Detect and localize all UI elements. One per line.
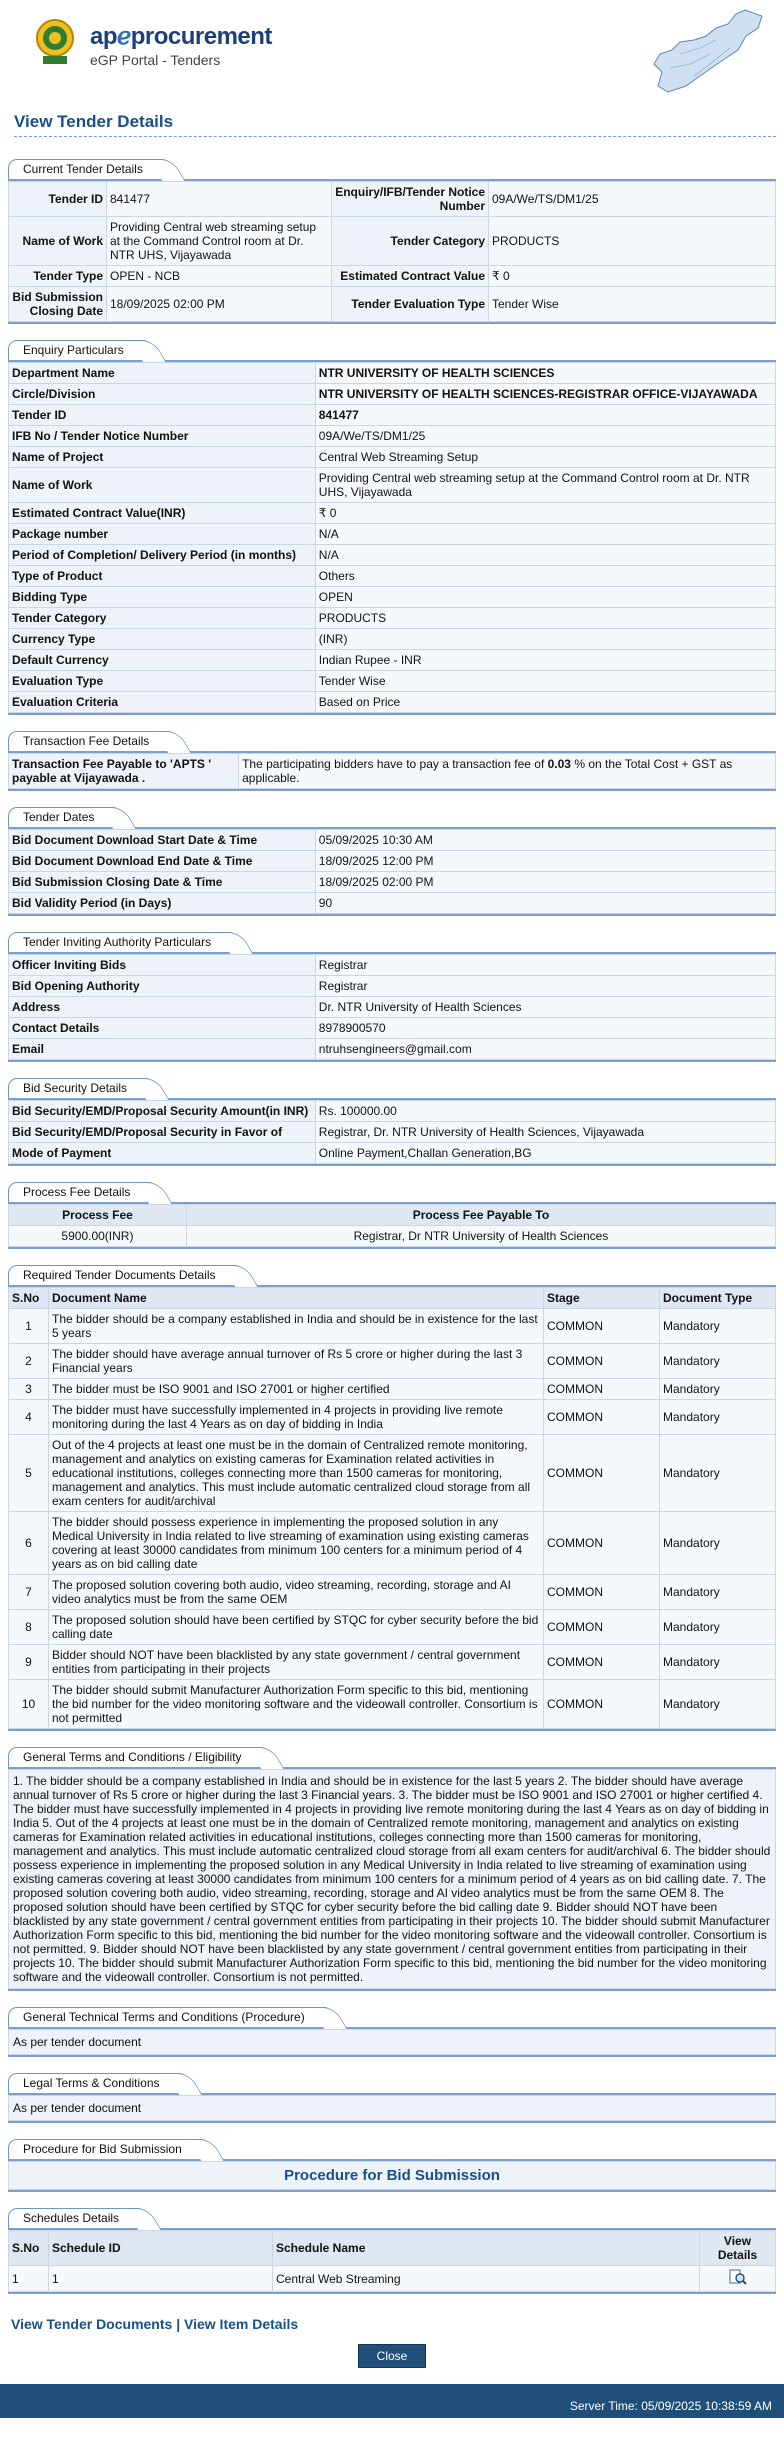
row-label: Evaluation Type — [9, 671, 316, 692]
category-label: Tender Category — [332, 217, 489, 266]
work-value: Providing Central web streaming setup at the Command Control room at Dr. NTR UHS, Vijayawada — [107, 217, 332, 266]
sched-id-header: Schedule ID — [49, 2231, 273, 2266]
doc-stage: COMMON — [544, 1344, 660, 1379]
brand-logo[interactable] — [90, 22, 272, 68]
row-value: Others — [315, 566, 775, 587]
kv-row — [9, 851, 776, 872]
doc-row — [9, 1400, 776, 1435]
procedure-section — [8, 2139, 776, 2192]
tab-process: Process Fee Details — [8, 1182, 153, 1202]
row-label: Name of Work — [9, 468, 316, 503]
current-tender-section — [8, 159, 776, 324]
transaction-table — [8, 753, 776, 789]
row-label: Type of Product — [9, 566, 316, 587]
doc-name: The bidder should have average annual turnover of Rs 5 crore or higher during the last 3 Financial years — [49, 1344, 544, 1379]
transaction-text: The participating bidders have to pay a transaction fee of 0.03 % on the Total Cost + GST as applicable. — [239, 754, 776, 789]
kv-row — [9, 955, 776, 976]
tab-technical-terms: General Technical Terms and Conditions (Procedure) — [8, 2007, 328, 2027]
tab-enquiry: Enquiry Particulars — [8, 340, 147, 360]
enquiry-table — [8, 362, 776, 713]
doc-n: 3 — [9, 1379, 49, 1400]
transaction-label: Transaction Fee Payable to 'APTS ' payable at Vijayawada . — [9, 754, 239, 789]
tab-legal-terms: Legal Terms & Conditions — [8, 2073, 183, 2093]
closing-label: Bid Submission Closing Date — [9, 287, 107, 322]
kv-row — [9, 893, 776, 914]
doc-n: 1 — [9, 1309, 49, 1344]
doc-type: Mandatory — [660, 1435, 776, 1512]
row-label: Bid Security/EMD/Proposal Security in Favor of — [9, 1122, 316, 1143]
row-value: N/A — [315, 545, 775, 566]
doc-stage: COMMON — [544, 1610, 660, 1645]
doc-row — [9, 1344, 776, 1379]
row-label: Bid Submission Closing Date & Time — [9, 872, 316, 893]
row-value: Tender Wise — [315, 671, 775, 692]
security-section — [8, 1078, 776, 1166]
row-label: Currency Type — [9, 629, 316, 650]
ifb-value: 09A/We/TS/DM1/25 — [489, 182, 776, 217]
schedule-name: Central Web Streaming — [273, 2266, 700, 2292]
process-to-value: Registrar, Dr NTR University of Health Sciences — [186, 1226, 775, 1247]
docs-section — [8, 1265, 776, 1731]
doc-type: Mandatory — [660, 1400, 776, 1435]
doc-stage: COMMON — [544, 1512, 660, 1575]
doc-n: 8 — [9, 1610, 49, 1645]
kv-row — [9, 468, 776, 503]
closing-value: 18/09/2025 02:00 PM — [107, 287, 332, 322]
row-label: Package number — [9, 524, 316, 545]
dates-table — [8, 829, 776, 914]
andhra-pradesh-map-icon — [650, 6, 768, 96]
row-value: Registrar, Dr. NTR University of Health Sciences, Vijayawada — [315, 1122, 775, 1143]
type-label: Tender Type — [9, 266, 107, 287]
doc-type: Mandatory — [660, 1309, 776, 1344]
tab-authority: Tender Inviting Authority Particulars — [8, 932, 234, 952]
kv-row — [9, 363, 776, 384]
row-label: Tender ID — [9, 405, 316, 426]
row-value: Online Payment,Challan Generation,BG — [315, 1143, 775, 1164]
row-value: N/A — [315, 524, 775, 545]
row-value: 18/09/2025 02:00 PM — [315, 872, 775, 893]
procedure-link[interactable]: Procedure for Bid Submission — [8, 2161, 776, 2190]
process-section — [8, 1182, 776, 1249]
doc-stage: COMMON — [544, 1645, 660, 1680]
kv-row — [9, 872, 776, 893]
brand-subtitle: eGP Portal - Tenders — [90, 52, 221, 68]
row-value: Central Web Streaming Setup — [315, 447, 775, 468]
doc-name: The bidder should possess experience in implementing the proposed solution in any Medical University in India related to live streaming of examination using existing cameras covering at least 30000 candidates from minimum 100 centers for a minimum period of 4 years as on bid calling date — [49, 1512, 544, 1575]
kv-row — [9, 650, 776, 671]
site-header — [8, 0, 776, 100]
kv-row — [9, 426, 776, 447]
kv-row — [9, 503, 776, 524]
tab-procedure: Procedure for Bid Submission — [8, 2139, 205, 2159]
kv-row — [9, 545, 776, 566]
doc-type: Mandatory — [660, 1344, 776, 1379]
docs-name-header: Document Name — [49, 1288, 544, 1309]
row-value: NTR UNIVERSITY OF HEALTH SCIENCES — [315, 363, 775, 384]
kv-row — [9, 830, 776, 851]
row-label: Bid Document Download End Date & Time — [9, 851, 316, 872]
ap-emblem-icon — [35, 18, 75, 66]
doc-name: The bidder should be a company established in India and should be in existence for the last 5 years — [49, 1309, 544, 1344]
doc-row — [9, 1575, 776, 1610]
tab-security: Bid Security Details — [8, 1078, 150, 1098]
security-table — [8, 1100, 776, 1164]
doc-type: Mandatory — [660, 1680, 776, 1729]
doc-name: Bidder should NOT have been blacklisted by any state government / central government entities from participating in their projects — [49, 1645, 544, 1680]
kv-row — [9, 1018, 776, 1039]
eval-value: Tender Wise — [489, 287, 776, 322]
kv-row — [9, 447, 776, 468]
schedule-view[interactable] — [700, 2266, 776, 2292]
work-label: Name of Work — [9, 217, 107, 266]
row-value: ntruhsengineers@gmail.com — [315, 1039, 775, 1060]
general-terms-text: 1. The bidder should be a company established in India and should be in existence for the last 5 years 2. The bidder should have average annual turnover of Rs 5 crore or higher during the last 3 Financial years. 3. The bidder must be ISO 9001 and ISO 27001 or higher certified 4. The bidder must have successfully implemented in 4 projects in providing live remote monitoring during the last 4 Years as on day of bidding in India 5. Out of the 4 projects at least one must be in the domain of Centralized remote monitoring, management and analytics on existing cameras for Examination related activities in educational institutions, colleges connecting more than 1500 cameras for monitoring, management and analytics. This must include automatic centralized cloud storage from all exam centers for audit/archival 6. The bidder should possess experience in implementing the proposed solution in any Medical University in India related to live streaming of examination using existing cameras covering at least 30000 candidates from minimum 100 centers for a minimum period of 4 years as on bid calling date. 7. The proposed solution covering both audio, video streaming, recording, storage and AI video analytics must be from the same OEM 8. The proposed solution should have been certified by STQC for cyber security before the bid calling date 9. Bidder should NOT have been blacklisted by any state government / central government entities from participating in their projects 10. The bidder should submit Manufacturer Authorization Form specific to this bid, mentioning the bid number for the video monitoring software and the videowall controller. Consortium is not permitted. 9. Bidder should NOT have been blacklisted by any state government / central government entities from participating in their projects 10. The bidder should submit Manufacturer Authorization Form specific to this bid, mentioning the bid number for the video monitoring software and the videowall controller. Consortium is not permitted. — [8, 1769, 776, 1989]
kv-row — [9, 692, 776, 713]
doc-name: The proposed solution covering both audio, video streaming, recording, storage and AI video analytics must be from the same OEM — [49, 1575, 544, 1610]
row-label: Bid Validity Period (in Days) — [9, 893, 316, 914]
kv-row — [9, 1101, 776, 1122]
kv-row — [9, 524, 776, 545]
doc-n: 5 — [9, 1435, 49, 1512]
row-value: (INR) — [315, 629, 775, 650]
kv-row — [9, 1039, 776, 1060]
process-table — [8, 1204, 776, 1247]
doc-stage: COMMON — [544, 1435, 660, 1512]
doc-name: The bidder must be ISO 9001 and ISO 27001 or higher certified — [49, 1379, 544, 1400]
kv-row — [9, 405, 776, 426]
row-value: ₹ 0 — [315, 503, 775, 524]
authority-section — [8, 932, 776, 1062]
doc-row — [9, 1309, 776, 1344]
process-fee-header: Process Fee — [9, 1205, 187, 1226]
process-fee-value: 5900.00(INR) — [9, 1226, 187, 1247]
row-label: Circle/Division — [9, 384, 316, 405]
doc-type: Mandatory — [660, 1575, 776, 1610]
row-label: Bid Opening Authority — [9, 976, 316, 997]
row-label: Estimated Contract Value(INR) — [9, 503, 316, 524]
row-label: Bid Security/EMD/Proposal Security Amount(in INR) — [9, 1101, 316, 1122]
schedule-n: 1 — [9, 2266, 49, 2292]
kv-row — [9, 976, 776, 997]
kv-row — [9, 608, 776, 629]
tender-id-label: Tender ID — [9, 182, 107, 217]
legal-terms-section — [8, 2073, 776, 2123]
doc-type: Mandatory — [660, 1512, 776, 1575]
brand-rest: procurement — [130, 23, 272, 50]
row-value: Dr. NTR University of Health Sciences — [315, 997, 775, 1018]
technical-terms-section — [8, 2007, 776, 2057]
doc-name: The proposed solution should have been certified by STQC for cyber security before the bid calling date — [49, 1610, 544, 1645]
docs-table — [8, 1287, 776, 1729]
row-value: Registrar — [315, 955, 775, 976]
eval-label: Tender Evaluation Type — [332, 287, 489, 322]
ifb-label: Enquiry/IFB/Tender Notice Number — [332, 182, 489, 217]
row-label: Period of Completion/ Delivery Period (in months) — [9, 545, 316, 566]
row-label: Mode of Payment — [9, 1143, 316, 1164]
doc-type: Mandatory — [660, 1645, 776, 1680]
row-value: Rs. 100000.00 — [315, 1101, 775, 1122]
dates-section — [8, 807, 776, 916]
doc-type: Mandatory — [660, 1610, 776, 1645]
sched-name-header: Schedule Name — [273, 2231, 700, 2266]
row-label: Bidding Type — [9, 587, 316, 608]
doc-n: 7 — [9, 1575, 49, 1610]
schedule-id: 1 — [49, 2266, 273, 2292]
tab-docs: Required Tender Documents Details — [8, 1265, 239, 1285]
tender-id-value: 841477 — [107, 182, 332, 217]
bottom-links: View Tender Documents | View Item Details — [11, 2316, 299, 2332]
tab-general-terms: General Terms and Conditions / Eligibility — [8, 1747, 265, 1767]
doc-n: 4 — [9, 1400, 49, 1435]
row-label: Contact Details — [9, 1018, 316, 1039]
tab-current-tender: Current Tender Details — [8, 159, 166, 179]
schedules-table — [8, 2230, 776, 2292]
category-value: PRODUCTS — [489, 217, 776, 266]
row-value: 841477 — [315, 405, 775, 426]
doc-n: 2 — [9, 1344, 49, 1379]
row-label: Evaluation Criteria — [9, 692, 316, 713]
kv-row — [9, 629, 776, 650]
row-label: Default Currency — [9, 650, 316, 671]
ecv-label: Estimated Contract Value — [332, 266, 489, 287]
transaction-pct: 0.03 — [547, 757, 571, 771]
ecv-value: ₹ 0 — [489, 266, 776, 287]
transaction-section — [8, 731, 776, 791]
row-label: Officer Inviting Bids — [9, 955, 316, 976]
tab-schedules: Schedules Details — [8, 2208, 142, 2228]
row-value: NTR UNIVERSITY OF HEALTH SCIENCES-REGISTRAR OFFICE-VIJAYAWADA — [315, 384, 775, 405]
doc-row — [9, 1680, 776, 1729]
row-value: Indian Rupee - INR — [315, 650, 775, 671]
tab-dates: Tender Dates — [8, 807, 117, 827]
row-value: Registrar — [315, 976, 775, 997]
doc-type: Mandatory — [660, 1379, 776, 1400]
doc-name: The bidder must have successfully implemented in 4 projects in providing live remote monitoring during the last 4 Years as on day of bidding in India — [49, 1400, 544, 1435]
kv-row — [9, 671, 776, 692]
row-label: Bid Document Download Start Date & Time — [9, 830, 316, 851]
kv-row — [9, 1143, 776, 1164]
docs-type-header: Document Type — [660, 1288, 776, 1309]
doc-n: 6 — [9, 1512, 49, 1575]
doc-row — [9, 1645, 776, 1680]
brand-ap: ap — [90, 23, 118, 50]
row-label: Email — [9, 1039, 316, 1060]
process-to-header: Process Fee Payable To — [186, 1205, 775, 1226]
kv-row — [9, 384, 776, 405]
doc-row — [9, 1512, 776, 1575]
kv-row — [9, 1122, 776, 1143]
doc-row — [9, 1379, 776, 1400]
sched-view-header: View Details — [700, 2231, 776, 2266]
row-value: 09A/We/TS/DM1/25 — [315, 426, 775, 447]
doc-stage: COMMON — [544, 1379, 660, 1400]
doc-n: 10 — [9, 1680, 49, 1729]
server-time: Server Time: 05/09/2025 10:38:59 AM — [569, 2399, 772, 2413]
general-terms-section — [8, 1747, 776, 1991]
close-button[interactable]: Close — [358, 2344, 427, 2368]
docs-stage-header: Stage — [544, 1288, 660, 1309]
row-value: 05/09/2025 10:30 AM — [315, 830, 775, 851]
row-value: 18/09/2025 12:00 PM — [315, 851, 775, 872]
doc-stage: COMMON — [544, 1309, 660, 1344]
technical-terms-text: As per tender document — [8, 2029, 776, 2055]
brand-e-icon: ℯ — [117, 23, 131, 50]
row-value: PRODUCTS — [315, 608, 775, 629]
current-tender-table — [8, 181, 776, 322]
sched-sno-header: S.No — [9, 2231, 49, 2266]
kv-row — [9, 587, 776, 608]
page-title: View Tender Details — [14, 112, 174, 131]
row-value: 8978900570 — [315, 1018, 775, 1039]
kv-row — [9, 566, 776, 587]
footer — [0, 2384, 784, 2418]
row-value: 90 — [315, 893, 775, 914]
row-label: Tender Category — [9, 608, 316, 629]
row-label: Department Name — [9, 363, 316, 384]
doc-row — [9, 1435, 776, 1512]
schedule-row — [9, 2266, 776, 2292]
row-value: OPEN — [315, 587, 775, 608]
row-label: IFB No / Tender Notice Number — [9, 426, 316, 447]
schedules-section — [8, 2208, 776, 2294]
view-tender-documents-link[interactable]: View Tender Documents — [11, 2316, 173, 2332]
authority-table — [8, 954, 776, 1060]
doc-name: The bidder should submit Manufacturer Authorization Form specific to this bid, mentioning the bid number for the video monitoring software and the videowall controller. Consortium is not permitted — [49, 1680, 544, 1729]
doc-stage: COMMON — [544, 1575, 660, 1610]
doc-n: 9 — [9, 1645, 49, 1680]
row-value: Based on Price — [315, 692, 775, 713]
doc-stage: COMMON — [544, 1400, 660, 1435]
view-item-details-link[interactable]: View Item Details — [184, 2316, 299, 2332]
magnifier-document-icon[interactable] — [728, 2269, 748, 2285]
type-value: OPEN - NCB — [107, 266, 332, 287]
row-value: Providing Central web streaming setup at the Command Control room at Dr. NTR UHS, Vijayawada — [315, 468, 775, 503]
row-label: Address — [9, 997, 316, 1018]
doc-row — [9, 1610, 776, 1645]
row-label: Name of Project — [9, 447, 316, 468]
kv-row — [9, 997, 776, 1018]
docs-sno-header: S.No — [9, 1288, 49, 1309]
tab-transaction: Transaction Fee Details — [8, 731, 172, 751]
doc-stage: COMMON — [544, 1680, 660, 1729]
enquiry-section — [8, 340, 776, 715]
doc-name: Out of the 4 projects at least one must be in the domain of Centralized remote monitoring, management and analytics on existing cameras for Examination related activities in educational institutions, colleges connecting more than 1500 cameras for monitoring, management and analytics. This must include automatic centralized cloud storage from all exam centers for audit/archival — [49, 1435, 544, 1512]
title-divider — [14, 136, 776, 137]
legal-terms-text: As per tender document — [8, 2095, 776, 2121]
